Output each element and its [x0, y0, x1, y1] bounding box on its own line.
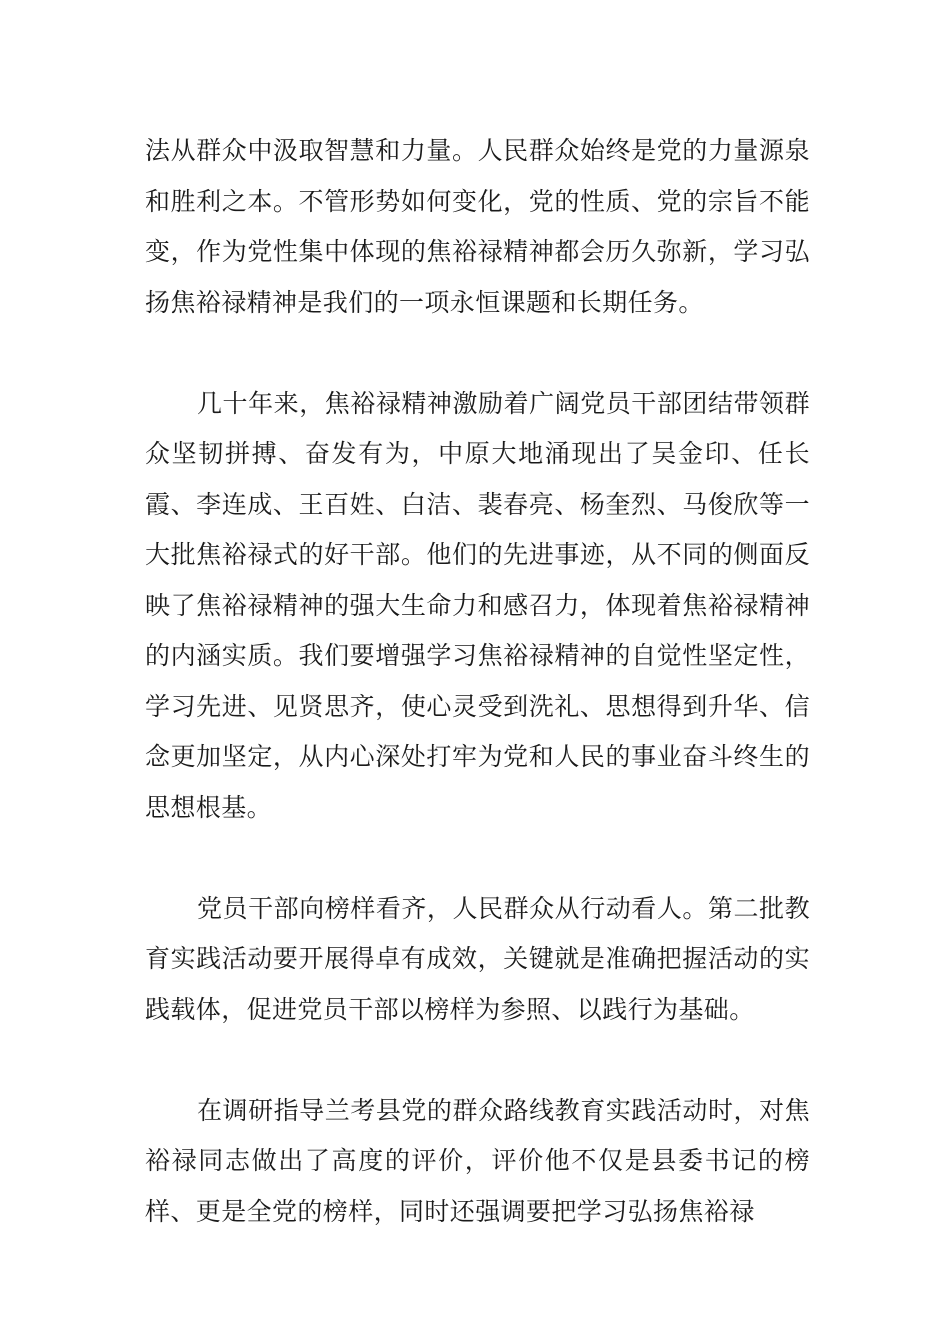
paragraph-gap	[145, 1035, 810, 1086]
paragraph-2: 几十年来，焦裕禄精神激励着广阔党员干部团结带领群众坚韧拼搏、奋发有为，中原大地涌现出了吴金印、任长霞、李连成、王百姓、白洁、裴春亮、杨奎烈、马俊欣等一大批焦裕禄式的好干部。他们的先进事迹，从不同的侧面反映了焦裕禄精神的强大生命力和感召力，体现着焦裕禄精神的内涵实质。我们要增强学习焦裕禄精神的自觉性坚定性，学习先进、见贤思齐，使心灵受到洗礼、思想得到升华、信念更加坚定，从内心深处打牢为党和人民的事业奋斗终生的思想根基。	[145, 388, 810, 822]
document-body	[145, 126, 810, 1237]
paragraph-gap	[145, 328, 810, 379]
paragraph-gap	[145, 833, 810, 884]
paragraph-3: 党员干部向榜样看齐，人民群众从行动看人。第二批教育实践活动要开展得卓有成效，关键就是准确把握活动的实践载体，促进党员干部以榜样为参照、以践行为基础。	[145, 893, 810, 1024]
paragraph-1: 法从群众中汲取智慧和力量。人民群众始终是党的力量源泉和胜利之本。不管形势如何变化，党的性质、党的宗旨不能变，作为党性集中体现的焦裕禄精神都会历久弥新，学习弘扬焦裕禄精神是我们的一项永恒课题和长期任务。	[145, 136, 810, 317]
paragraph-4: 在调研指导兰考县党的群众路线教育实践活动时，对焦裕禄同志做出了高度的评价，评价他不仅是县委书记的榜样、更是全党的榜样，同时还强调要把学习弘扬焦裕禄	[145, 1095, 810, 1226]
